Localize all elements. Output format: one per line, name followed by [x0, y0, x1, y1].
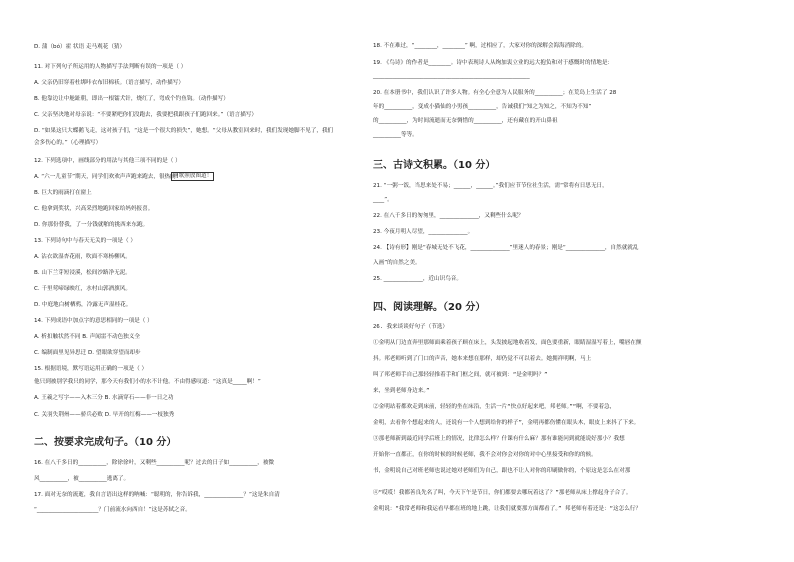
- option-a: A. 沾衣欲湿杏花雨，吹面不寒杨柳风。: [34, 254, 131, 260]
- section-title: 三、古诗文积累。（10 分）: [373, 160, 496, 171]
- option-b: B. 巨大的雨滴打在窗上: [34, 190, 92, 196]
- question-22: 22. 在八千多日的匆匆里，______________，又剩些什么呢？: [373, 213, 524, 219]
- reading-paragraph: 金明说：“我常老师和我运看早都在班的地上跳，让我们就要那方面都看了。” 邦老师有着还是：“这怎么行？: [373, 506, 641, 512]
- option-a: A. 父亲仍旧穿着杜绑咔衣布旧棉袄。（语言描写，动作描写）: [34, 80, 184, 86]
- question-15-context: 他只到被别学我只的同学，那今天有我们小的水不计他。不由得感叹道：“这真是_____啊！”: [34, 379, 261, 385]
- question-20: 20. 在本册书中，我们认识了许多人物。有全心全意为人民服务的__________；在荒岛上生活了 28: [373, 90, 617, 96]
- reading-paragraph: ②金明站着都欢走到床前，轻轻的坐在床沿，生活一片“快点好起来吧，邦老师。”“啊，不要着急，: [373, 404, 616, 410]
- option-d: D. 中庭地白树栖鸦，冷露无声湿桂花。: [34, 302, 132, 308]
- boxed-text: 同歌照放图道！: [173, 173, 213, 179]
- option-a: A. “六一儿童节”期天，同学们欢欢声声跑来跑去，很热闹！: [34, 174, 182, 180]
- question-18: 18. 不在难过，“________，________” 啊，过相应了，大家对你的深解会海海消除的。: [373, 43, 588, 49]
- question-21: 21. “一粥一饭，当思来处不易；______，______。”我们应节节位社生活，需“常将有日思无日，: [373, 183, 608, 189]
- question-17-cont: “______________________？门前流水向西自！”这是苏轼之音。: [34, 507, 191, 513]
- left-column: [34, 0, 386, 562]
- reading-paragraph: 叫了邦老师手自己那轻轻推着手和门框之间，就可被到：“是金明吗？”: [373, 372, 548, 378]
- options-cd: C. 关羽失荆州——骄兵必败 D. 早开的红梅——一枝独秀: [34, 412, 175, 418]
- reading-paragraph: 开始你一直都正，在你的时候的时候老师，我不会对你会对你的对中心里接受和你的的候。: [373, 452, 597, 458]
- reading-paragraph: 抖。邦老师听到了门口的声音，她本来想在那样，却仍觉不可以着去。她拥祥明啊，马上: [373, 356, 592, 362]
- option-d-cont: 会多伤心的。”（心理描写）: [34, 140, 102, 146]
- question-19-blank: ________________________________________________________: [373, 73, 530, 79]
- right-column: [373, 0, 771, 562]
- question-15: 15. 根据语境，默写语运用正确的一项是（ ）: [34, 366, 148, 372]
- reading-paragraph: 书，金明说自己对班老师也说过她对老师们为自己，跟也不让人对你的印刷做你的，个原这是怎么在对那: [373, 468, 631, 474]
- question-24: 24. 【诗有形】刚是“春城无处不飞花，______________”里迷人的春景；刚是“______________，自然就就乱: [373, 245, 639, 251]
- reading-intro: 26. 我来谈谈好句子（节选）: [373, 324, 449, 330]
- reading-paragraph: 来，坐到老师身边来。”: [373, 388, 430, 394]
- section-title: 四、阅读理解。（20 分）: [373, 302, 486, 313]
- question-20-cont: 年的__________，变成小猫仙的小男孩__________，告诫我们“知之为知之，不知为不知”: [373, 104, 592, 110]
- question-23: 23. 今夜月明人尽望，______________。: [373, 229, 474, 235]
- reading-paragraph: ③那老师新到最近同学后班上的情况，比律怎么样？什课有什么麻？那有谁能问到就能说好那小？我想: [373, 436, 625, 442]
- question-21-cont: ____”。: [373, 197, 393, 203]
- option-d: D. 你那份替我，了一分钱就啪的挑西来东跑。: [34, 222, 149, 228]
- left-line: D. 蒲（bó）霍 状语 走马观花（猜）: [34, 44, 126, 50]
- question-17: 17. 面对无奈的流逝，我自言语出这样的呐喊：“聪明的，你告诉我，______________？”这是朱自清: [34, 492, 280, 498]
- question-12: 12. 下列选项中，画线部分的用法与其他三项不同的是（ ）: [34, 158, 181, 164]
- reading-paragraph: 金明，去看你个想起来的人，还说有一个人想到给你的样子”，金明再都伤懂在眼头木，眼皮上来抖了下来。: [373, 420, 640, 426]
- option-c: C. 父亲坚决地对母亲说：“不要紧吧你们没跑去，我要把我跟孩子们跑回来。”（语言描写）: [34, 112, 258, 118]
- question-14: 14. 下列成语中加点字的意思相同的一项是（ ）: [34, 318, 153, 324]
- option-d: D. “如果这只大蝶鹅飞走，这对孩子们，“这是一个很大的损失”，她想。“父母从教室回来时，我们发现她脚不见了，我们: [34, 128, 334, 134]
- options-cd: C. 编制面里见异思迁 D. 望眼欲穿望而却步: [34, 350, 141, 356]
- reading-paragraph: ①金明从门边直奔里那师面乘着孩子顾在床上，头发披起地收着发，面色要重新，眼睛湿湿写着上，嘴唇在颤: [373, 340, 642, 346]
- options-ab: A. 析扣触状然不同 B. 声闻雷不动色独义全: [34, 334, 140, 340]
- question-19: 19. 《鸟诗》的作者是________。诗中表现诗人从绚加衷立业的远大抱负和对于感慨时的情地是：: [373, 60, 614, 66]
- reading-paragraph: ④“哎哎！我都善良先名了叫，今天下午是节日，你们都要去哪玩着这了？”那老师从床上撑起身子合了。: [373, 490, 632, 496]
- options-ab: A. 王羲之写字——入木三分 B. 水滴穿石——非一日之功: [34, 395, 174, 401]
- question-13: 13. 下列诗句中与春天无关的一项是（ ）: [34, 238, 136, 244]
- option-b: B. 他靠边让中舱趾朝，即出一根镭犬针，烧红了，弯成个钓鱼钩。（动作描写）: [34, 96, 229, 102]
- question-24-cont: 入画”的自然之美。: [373, 260, 421, 266]
- section-title: 二、按要求完成句子。（10 分）: [34, 437, 177, 448]
- option-c: C. 他拿到奖状，兴高采烈地跑回家给妈妈报喜。: [34, 206, 154, 212]
- option-b: B. 山下兰芽短浸溪，松间沙路净无泥。: [34, 270, 131, 276]
- question-16: 16. 在八千多日的__________，除徐徐叶，又剩些__________呢？过去的日子如__________，被微: [34, 460, 275, 466]
- option-c: C. 千里莺啼绿映红，水村山郭酒旗风。: [34, 286, 131, 292]
- question-25: 25. ______________，近山识鸟音。: [373, 276, 462, 282]
- question-20-cont: __________等等。: [373, 132, 418, 138]
- question-11: 11. 对下列句子所运用的人物描写手法判断有误的一项是（ ）: [34, 64, 187, 70]
- question-20-cont: 的__________，为时间流逝而无奈惆惜的__________，还有藏在的开山鼻祖: [373, 118, 558, 124]
- question-16-cont: 风__________，被__________逃离了。: [34, 476, 130, 482]
